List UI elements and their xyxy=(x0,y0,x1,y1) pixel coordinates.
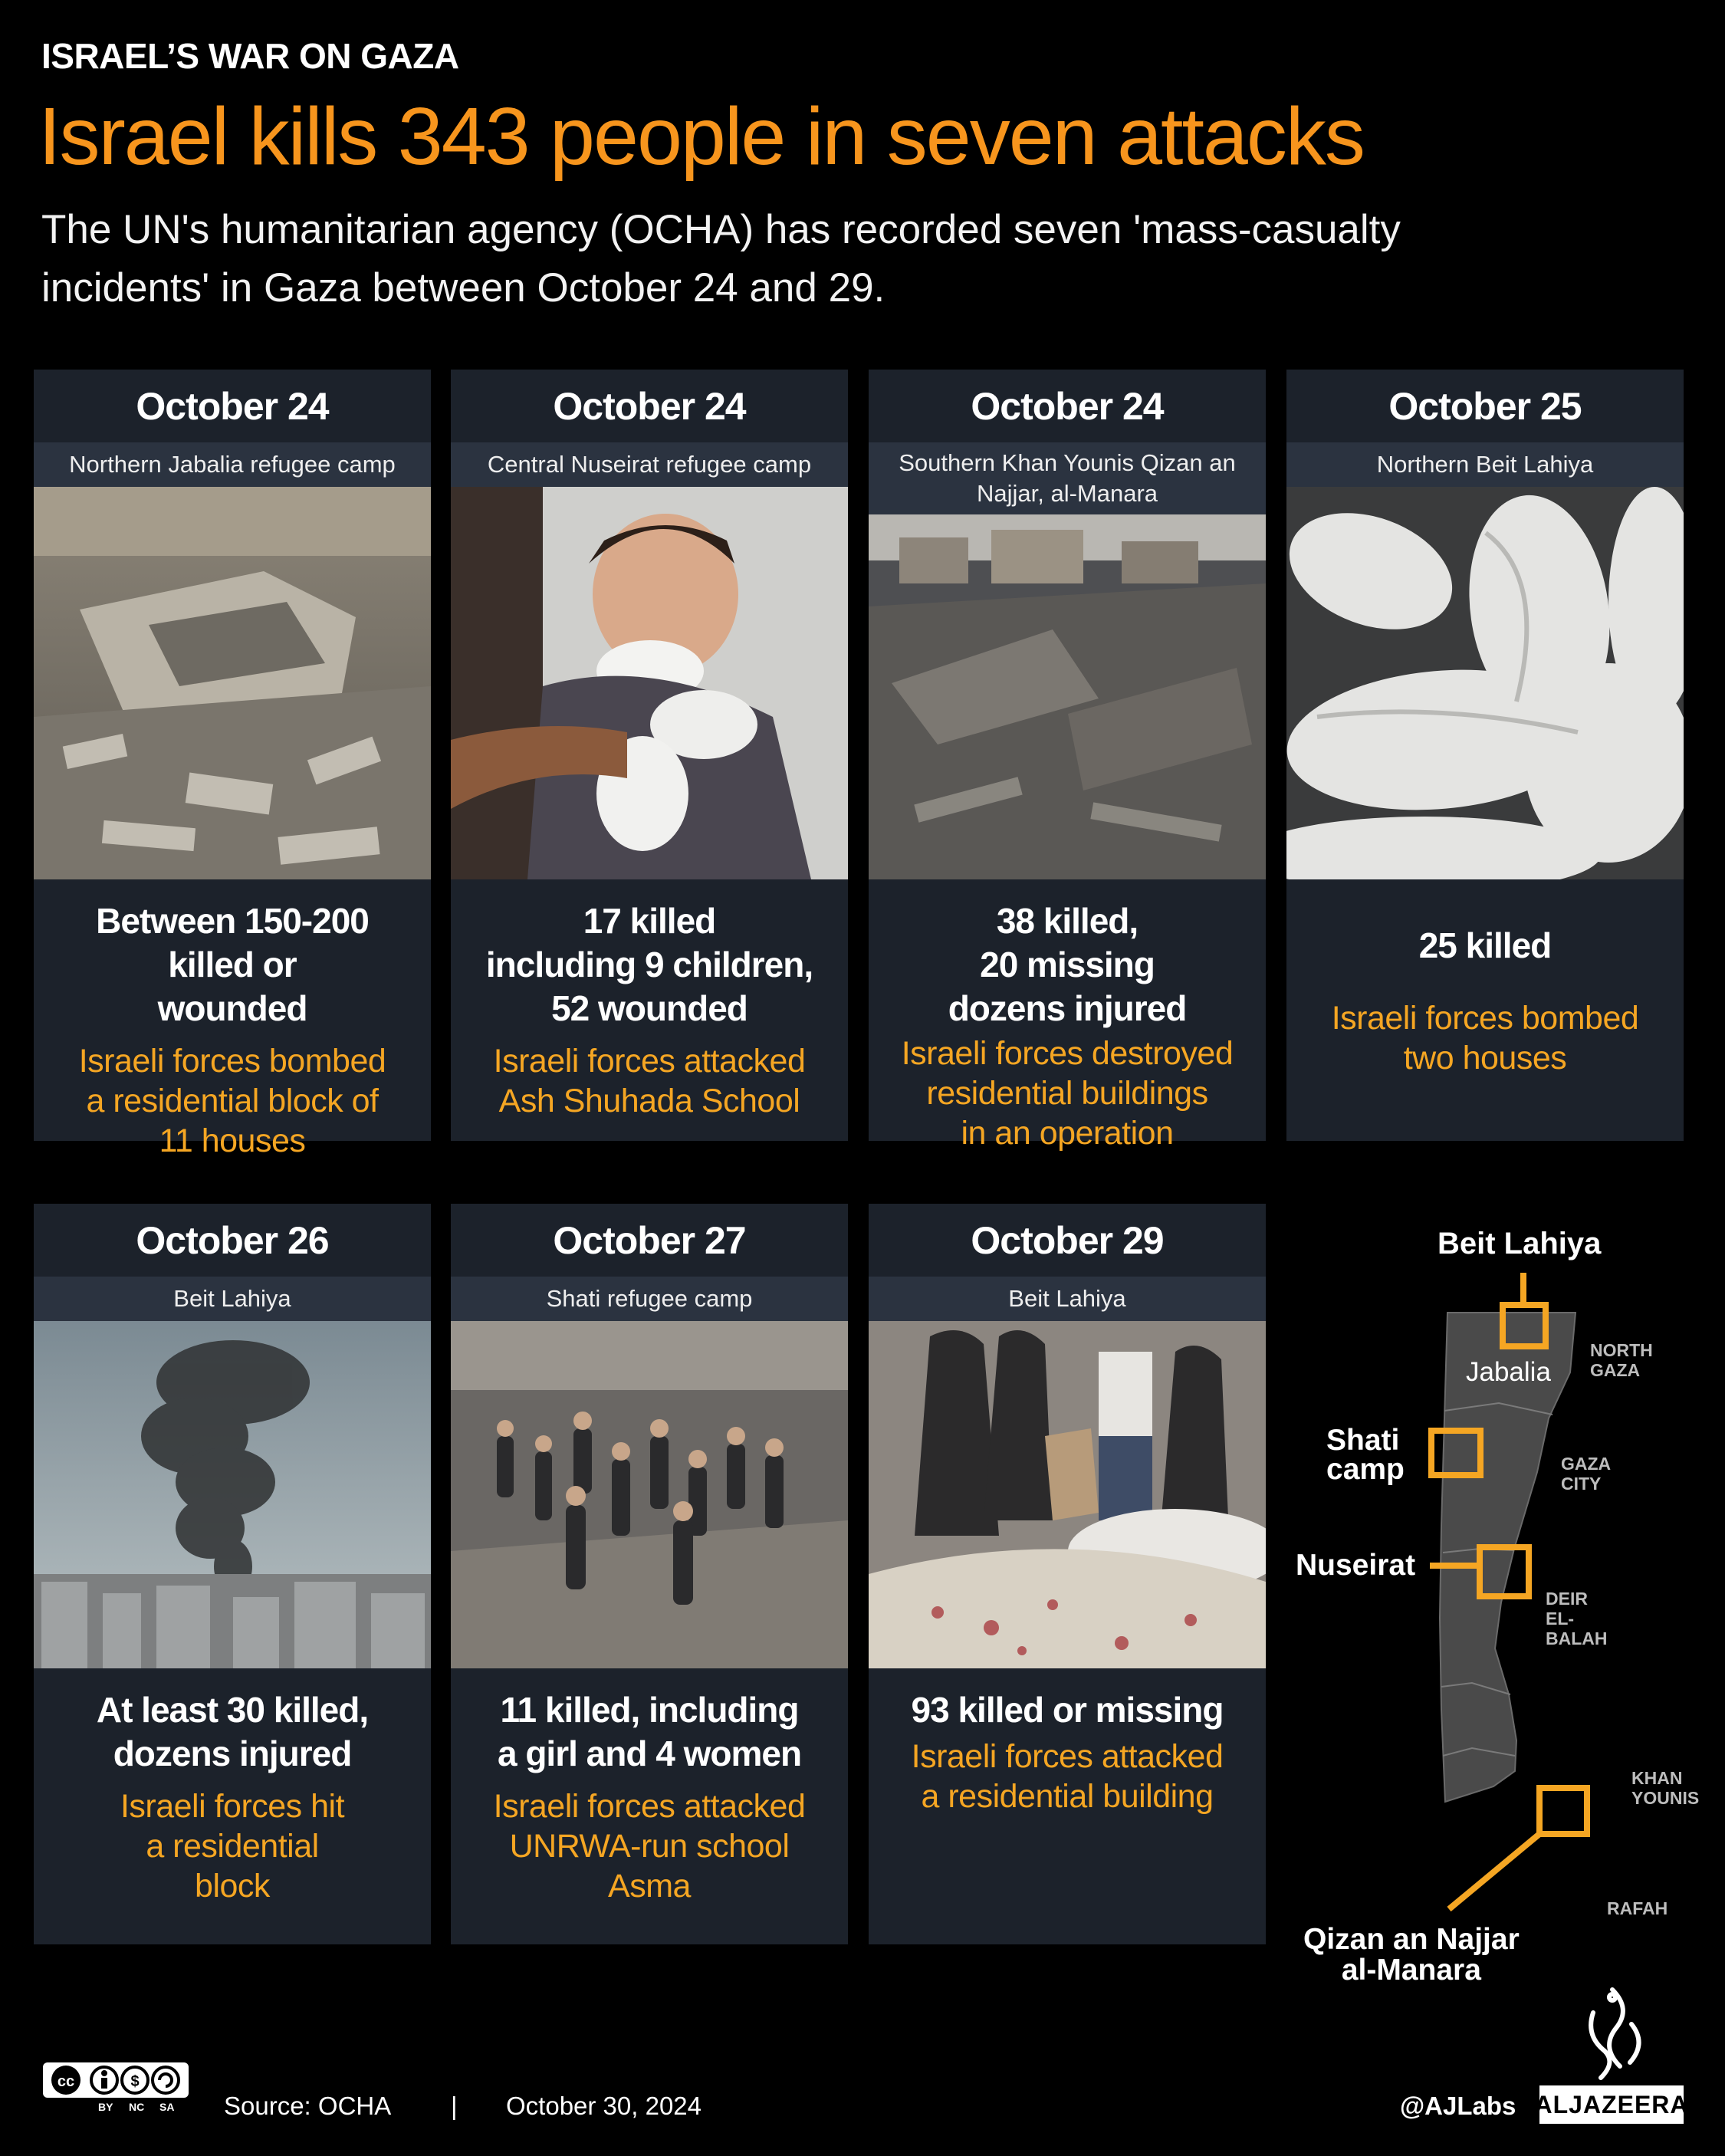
smoke-plume-photo xyxy=(34,1321,431,1668)
incident-card-oct24-khan-younis xyxy=(869,370,1266,1152)
map-region-rafah: RAFAH xyxy=(1607,1898,1668,1918)
card-description: Israeli forces attacked UNRWA-run school Asma xyxy=(493,1788,806,1905)
card-stat: 11 killed, including a girl and 4 women xyxy=(497,1690,802,1773)
map-label-qizan: Qizan an Najjar al-Manara xyxy=(1303,1923,1520,1987)
gaza-map xyxy=(1280,1219,1721,1993)
svg-text:$: $ xyxy=(130,2073,140,2090)
footer-date: October 30, 2024 xyxy=(506,2092,702,2120)
card-description: Israeli forces hit a residential block xyxy=(120,1788,345,1905)
crowd-in-rubble-photo xyxy=(451,1321,848,1668)
map-region-deir-el-balah: DEIR EL- BALAH xyxy=(1546,1589,1608,1648)
incident-card-oct24-nuseirat xyxy=(451,370,848,1141)
kicker: ISRAEL’S WAR ON GAZA xyxy=(41,36,459,76)
card-stat: 17 killed including 9 children, 52 wounded xyxy=(485,901,813,1028)
gaza-strip-outline xyxy=(1280,1219,1721,1993)
map-region-north-gaza: NORTH GAZA xyxy=(1590,1340,1653,1380)
card-description: Israeli forces bombed two houses xyxy=(1331,1000,1639,1076)
card-date: October 24 xyxy=(136,384,329,428)
card-stat: Between 150-200 killed or wounded xyxy=(96,901,369,1028)
incident-card-oct25-beit-lahiya xyxy=(1286,370,1684,1141)
license-sa: SA xyxy=(159,2101,175,2113)
card-description: Israeli forces attacked Ash Shuhada School xyxy=(493,1043,806,1119)
shrouded-bodies-photo xyxy=(1286,487,1684,879)
card-description: Israeli forces bombed a residential block of 11 houses xyxy=(78,1043,386,1159)
incident-card-oct24-jabalia xyxy=(34,370,431,1159)
map-label-nuseirat: Nuseirat xyxy=(1296,1549,1416,1582)
card-location: Beit Lahiya xyxy=(34,1277,431,1321)
card-location: Shati refugee camp xyxy=(451,1277,848,1321)
aljazeera-wordmark: ALJAZEERA xyxy=(1539,2085,1684,2124)
card-date: October 24 xyxy=(553,384,746,428)
injured-child-photo xyxy=(451,487,848,879)
card-description: Israeli forces attacked a residential building xyxy=(911,1738,1224,1815)
footer-handle: @AJLabs xyxy=(1400,2092,1516,2120)
card-date: October 26 xyxy=(136,1218,329,1262)
card-date: October 27 xyxy=(553,1218,746,1262)
card-date: October 29 xyxy=(971,1218,1164,1262)
card-location: Northern Beit Lahiya xyxy=(1286,442,1684,487)
card-location: Northern Jabalia refugee camp xyxy=(34,442,431,487)
svg-text:cc: cc xyxy=(57,2073,75,2090)
map-label-beit-lahiya: Beit Lahiya xyxy=(1438,1227,1602,1260)
card-stat: At least 30 killed, dozens injured xyxy=(96,1690,369,1773)
card-stat: 25 killed xyxy=(1418,925,1552,965)
card-location: Southern Khan Younis Qizan an Najjar, al-Manara xyxy=(869,442,1266,514)
map-label-shati-camp: Shati camp xyxy=(1326,1424,1405,1486)
map-region-gaza-city: GAZA CITY xyxy=(1561,1454,1612,1494)
incident-card-oct27-shati xyxy=(451,1204,848,1944)
card-stat: 38 killed, 20 missing dozens injured xyxy=(948,901,1187,1028)
card-date: October 25 xyxy=(1388,384,1582,428)
map-label-jabalia: Jabalia xyxy=(1466,1357,1551,1387)
qizan-leader-line xyxy=(1449,1834,1539,1909)
card-location: Central Nuseirat refugee camp xyxy=(451,442,848,487)
footer-source: Source: OCHA xyxy=(224,2092,392,2120)
mourners-photo xyxy=(869,1321,1266,1668)
incident-card-oct26-beit-lahiya xyxy=(34,1204,431,1944)
license-nc: NC xyxy=(129,2101,145,2113)
footer-separator: | xyxy=(451,2092,458,2120)
map-region-khan-younis: KHAN YOUNIS xyxy=(1631,1768,1700,1808)
rubble-photo xyxy=(34,487,431,879)
card-description: Israeli forces destroyed residential buildings in an operation xyxy=(901,1035,1234,1152)
subtitle: The UN's humanitarian agency (OCHA) has recorded seven 'mass-casualty incidents' in Gaza between October 24 and 29. xyxy=(41,207,1401,311)
card-location: Beit Lahiya xyxy=(869,1277,1266,1321)
destroyed-buildings-photo xyxy=(869,514,1266,879)
headline: Israel kills 343 people in seven attacks xyxy=(38,91,1364,182)
card-date: October 24 xyxy=(971,384,1164,428)
creative-commons-icon xyxy=(43,2062,189,2118)
incident-card-oct29-beit-lahiya xyxy=(869,1204,1266,1944)
khan-younis-marker xyxy=(1539,1788,1587,1834)
license-by: BY xyxy=(98,2101,113,2113)
card-stat: 93 killed or missing xyxy=(911,1690,1224,1730)
